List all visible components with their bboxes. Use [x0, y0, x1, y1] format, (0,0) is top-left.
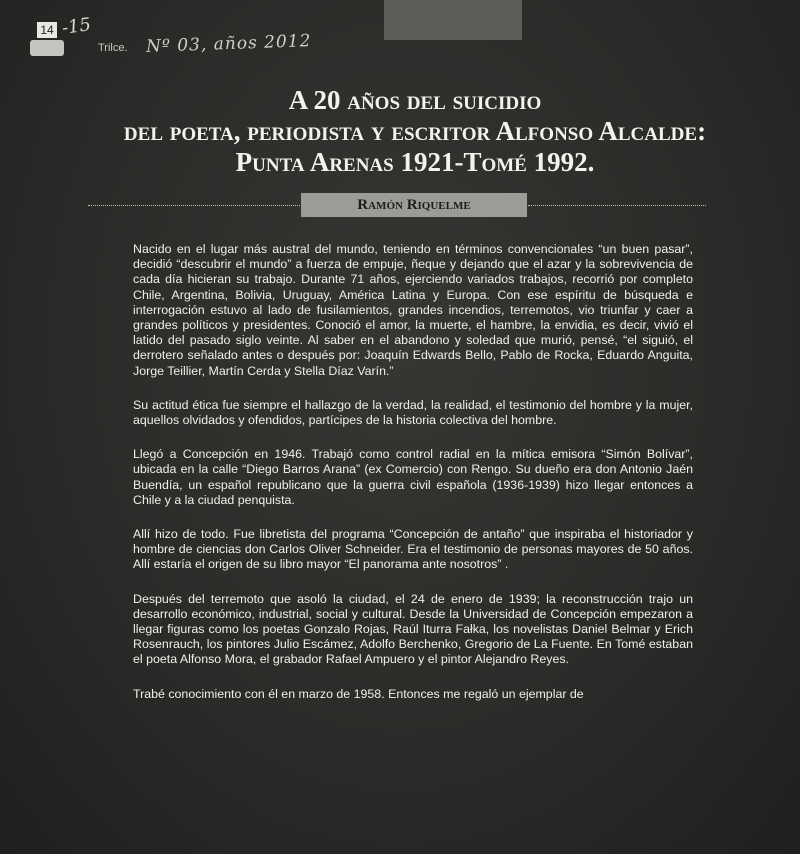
- title-line-1: A 20 años del suicidio: [288, 85, 542, 115]
- paragraph: Llegó a Concepción en 1946. Trabajó como control radial en la mítica emisora “Simón Bolívar”, ubicada en la calle “Diego Barros Arana” (ex Comercio) con Rengo. Su dueño era don Antonio Jaén Buendía, un español republicano que la guerra civil española (1936-1939) hizo llegar entonces a Chile y a la ciudad penquista.: [133, 447, 693, 507]
- journal-name: Trilce.: [98, 42, 128, 54]
- author-rule-right: [528, 205, 706, 206]
- handwritten-issue-note: Nº 03, años 2012: [145, 31, 312, 57]
- article-body: [133, 242, 693, 721]
- handwritten-mark: -15: [60, 14, 93, 39]
- paragraph: Después del terremoto que asoló la ciudad, el 24 de enero de 1939; la reconstrucción trajo un desarrollo económico, industrial, social y cultural. Desde la Universidad de Concepción empezaron a llegar figuras como los poetas Gonzalo Rojas, Raúl Iturra Fałka, los novelistas Daniel Belmar y Erich Rosenrauch, los pintores Julio Escámez, Adolfo Berchenko, Gregorio de La Fuente. En Tomé estaban el poeta Alfonso Mora, el grabador Rafael Ampuero y el pintor Alejandro Reyes.: [133, 591, 693, 667]
- paragraph: Nacido en el lugar más austral del mundo, teniendo en términos convencionales “un buen pasar”, decidió “descubrir el mundo” a fuerza de empuje, ñeque y dejando que el azar y la sobrevivencia de cada día hicieran su trabajo. Durante 71 años, ejerciendo variados trabajos, recorrió por completo Chile, Argentina, Bolivia, Uruguay, América Latina y Europa. Con ese espíritu de búsqueda e interrogación estuvo al lado de fusilamientos, grandes incendios, terremotos, vio triunfar y caer a grandes políticos y presidentes. Conoció el amor, la muerte, el hambre, la envidia, es decir, vivió el latido del pasado siglo veinte. Al saber en el abandono y soledad que murió, pensé, “el siguió, el derrotero señalado antes o después por: Joaquín Edwards Bello, Pablo de Rocka, Eduardo Anguita, Jorge Teillier, Martín Cerda y Stella Díaz Varín.”: [133, 242, 693, 378]
- paragraph: Allí hizo de todo. Fue libretista del programa “Concepción de antaño” que inspiraba el historiador y hombre de ciencias don Carlos Oliver Schneider. Era el testimonio de personas mayores de 50 años. Allí estaría el origen de su libro mayor “El panorama ante nosotros” .: [133, 527, 693, 572]
- title-line-2: del poeta, periodista y escritor Alfonso Alcalde:: [123, 116, 707, 146]
- scan-artifact: [384, 0, 522, 40]
- page-number: 14: [37, 22, 57, 38]
- article-title: [60, 85, 770, 178]
- paragraph: Su actitud ética fue siempre el hallazgo de la verdad, la realidad, el testimonio del hombre y la mujer, aquellos olvidados y ofendidos, partícipes de la historia colectiva del hombre.: [133, 397, 693, 428]
- journal-logo: [30, 40, 64, 56]
- author-byline: Ramón Riquelme: [301, 193, 527, 217]
- paragraph: Trabé conocimiento con él en marzo de 1958. Entonces me regaló un ejemplar de: [133, 686, 584, 701]
- title-line-3: Punta Arenas 1921-Tomé 1992.: [235, 147, 595, 177]
- author-rule-left: [88, 205, 300, 206]
